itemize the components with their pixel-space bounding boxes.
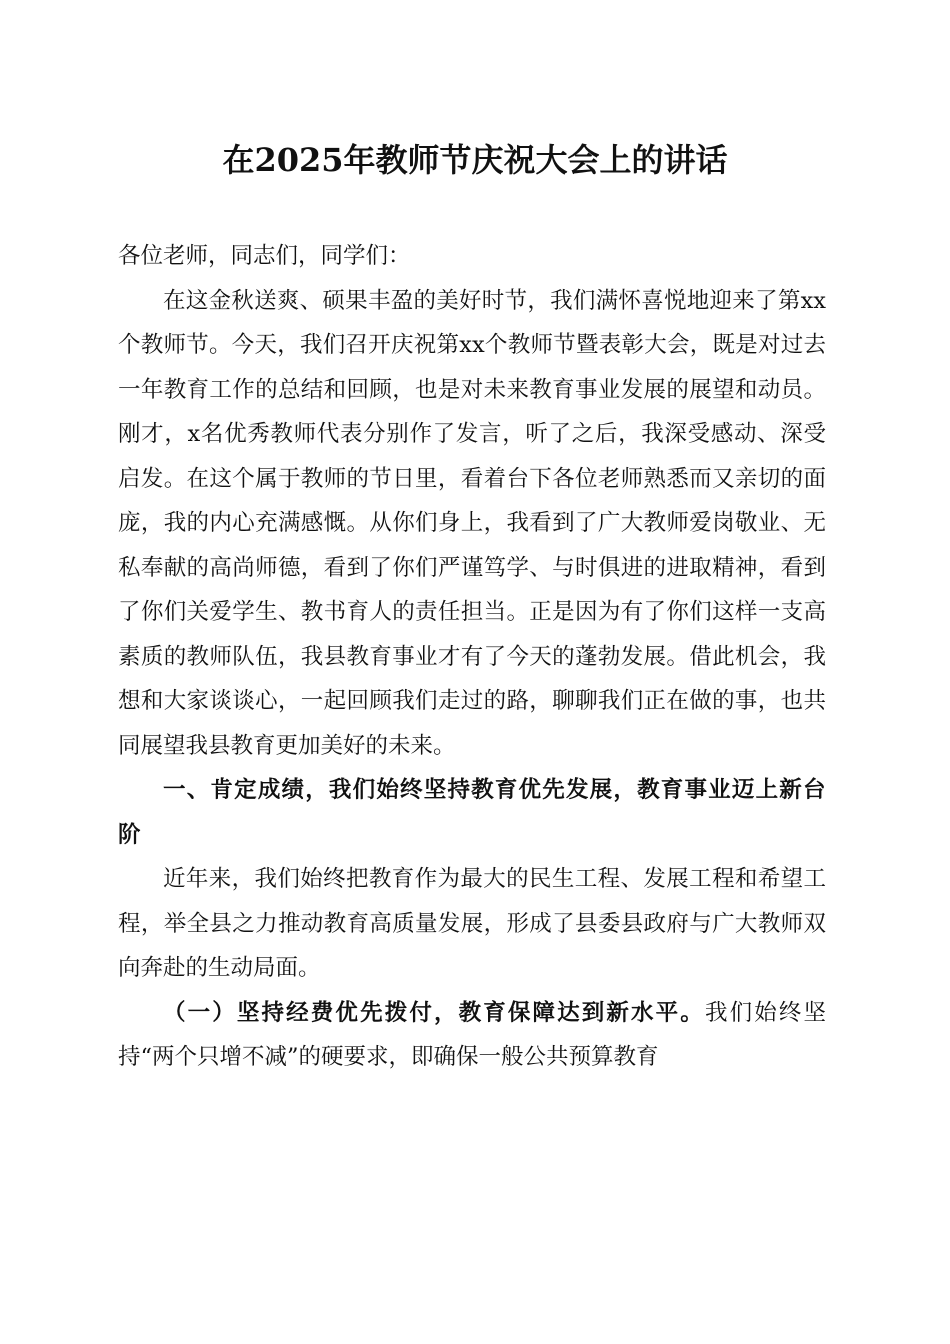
document-body xyxy=(118,234,826,1080)
paragraph-subsection-1 xyxy=(118,991,826,1080)
section-heading-1: 一、肯定成绩，我们始终坚持教育优先发展，教育事业迈上新台阶 xyxy=(118,777,826,848)
paragraph-section-1-intro: 近年来，我们始终把教育作为最大的民生工程、发展工程和希望工程，举全县之力推动教育高质量发展，形成了县委县政府与广大教师双向奔赴的生动局面。 xyxy=(118,866,826,981)
salutation: 各位老师，同志们，同学们： xyxy=(118,243,411,269)
document-title: 在2025年教师节庆祝大会上的讲话 xyxy=(222,141,728,179)
subsection-1-lead: （一）坚持经费优先拨付，教育保障达到新水平。 xyxy=(163,999,705,1026)
paragraph-intro: 在这金秋送爽、硕果丰盈的美好时节，我们满怀喜悦地迎来了第xx个教师节。今天，我们召开庆祝第xx个教师节暨表彰大会，既是对过去一年教育工作的总结和回顾，也是对未来教育事业发展的展望和动员。刚才，x名优秀教师代表分别作了发言，听了之后，我深受感动、深受启发。在这个属于教师的节日里，看着台下各位老师熟悉而又亲切的面庞，我的内心充满感慨。从你们身上，我看到了广大教师爱岗敬业、无私奉献的高尚师德，看到了你们严谨笃学、与时俱进的进取精神，看到了你们关爱学生、教书育人的责任担当。正是因为有了你们这样一支高素质的教师队伍，我县教育事业才有了今天的蓬勃发展。借此机会，我想和大家谈谈心，一起回顾我们走过的路，聊聊我们正在做的事，也共同展望我县教育更加美好的未来。 xyxy=(118,287,826,759)
subsection-1-text: 我们始终坚持“两个只增不减”的硬要求，即确保一般公共预算教育 xyxy=(118,999,826,1070)
